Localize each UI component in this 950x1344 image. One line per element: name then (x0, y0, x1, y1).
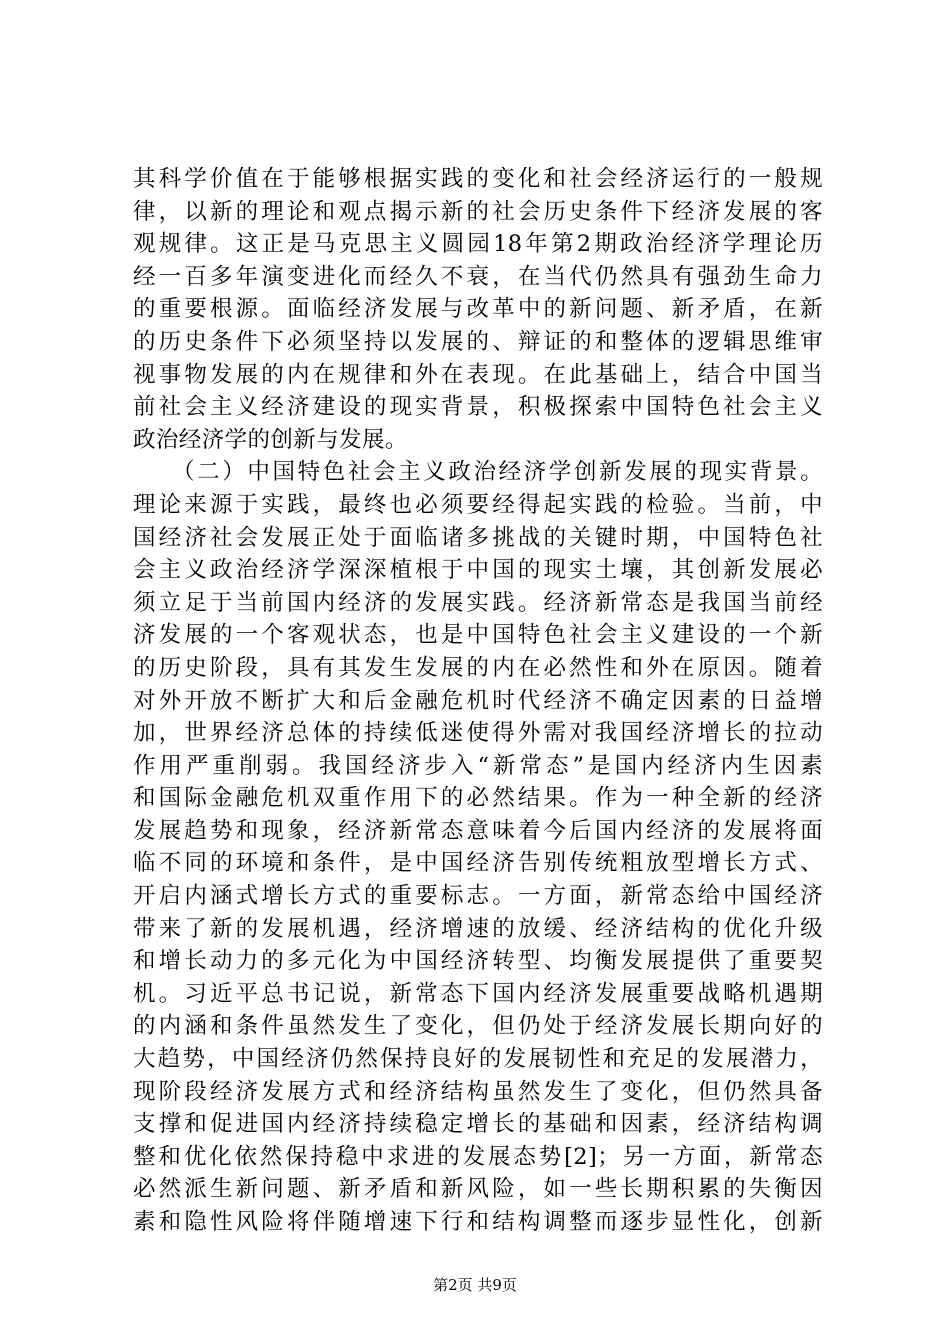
text-line: 对外开放不断扩大和后金融危机时代经济不确定因素的日益增 (133, 687, 823, 714)
text-line: 理论来源于实践，最终也必须要经得起实践的检验。当前，中 (133, 491, 823, 518)
text-line: 律，以新的理论和观点揭示新的社会历史条件下经济发展的客 (133, 198, 823, 225)
paragraph-2 (133, 456, 823, 1238)
text-line: 济发展的一个客观状态，也是中国特色社会主义建设的一个新 (133, 622, 823, 649)
text-line: 的重要根源。面临经济发展与改革中的新问题、新矛盾，在新 (133, 296, 823, 323)
text-line: 的内涵和条件虽然发生了变化，但仍处于经济发展长期向好的 (133, 1013, 823, 1040)
text-line: 观规律。这正是马克思主义圆园18年第2期政治经济学理论历 (133, 231, 823, 258)
text-line: （二）中国特色社会主义政治经济学创新发展的现实背景。 (133, 459, 823, 486)
text-line: 政治经济学的创新与发展。 (133, 426, 408, 453)
text-line: 的历史阶段，具有其发生发展的内在必然性和外在原因。随着 (133, 654, 823, 681)
text-line: 前社会主义经济建设的现实背景，积极探索中国特色社会主义 (133, 394, 823, 421)
text-line: 加，世界经济总体的持续低迷使得外需对我国经济增长的拉动 (133, 720, 823, 747)
text-line: 视事物发展的内在规律和外在表现。在此基础上，结合中国当 (133, 361, 823, 388)
text-line: 支撑和促进国内经济持续稳定增长的基础和因素，经济结构调 (133, 1111, 823, 1138)
text-line: 带来了新的发展机遇，经济增速的放缓、经济结构的优化升级 (133, 915, 823, 942)
text-line: 经一百多年演变进化而经久不衰，在当代仍然具有强劲生命力 (133, 263, 823, 290)
text-line: 大趋势，中国经济仍然保持良好的发展韧性和充足的发展潜力， (133, 1046, 823, 1073)
text-line: 开启内涵式增长方式的重要标志。一方面，新常态给中国经济 (133, 883, 823, 910)
text-line: 和国际金融危机双重作用下的必然结果。作为一种全新的经济 (133, 785, 823, 812)
document-body (133, 163, 823, 1239)
text-line: 须立足于当前国内经济的发展实践。经济新常态是我国当前经 (133, 589, 823, 616)
text-line: 其科学价值在于能够根据实践的变化和社会经济运行的一般规 (133, 166, 823, 192)
page-footer (0, 1275, 950, 1295)
text-line: 素和隐性风险将伴随增速下行和结构调整而逐步显性化，创新 (133, 1209, 823, 1235)
text-line: 和增长动力的多元化为中国经济转型、均衡发展提供了重要契 (133, 948, 823, 975)
page-number-label: 第2页 共9页 (433, 1276, 517, 1294)
text-line: 作用严重削弱。我国经济步入“新常态”是国内经济内生因素 (133, 752, 823, 779)
text-line: 国经济社会发展正处于面临诸多挑战的关键时期，中国特色社 (133, 524, 823, 551)
text-line: 会主义政治经济学深深植根于中国的现实土壤，其创新发展必 (133, 557, 823, 584)
text-line: 临不同的环境和条件，是中国经济告别传统粗放型增长方式、 (133, 850, 823, 877)
text-line: 必然派生新问题、新矛盾和新风险，如一些长期积累的失衡因 (133, 1176, 823, 1203)
paragraph-1 (133, 163, 823, 456)
text-line: 现阶段经济发展方式和经济结构虽然发生了变化，但仍然具备 (133, 1078, 823, 1105)
text-line: 的历史条件下必须坚持以发展的、辩证的和整体的逻辑思维审 (133, 328, 823, 355)
text-line: 整和优化依然保持稳中求进的发展态势[2]；另一方面，新常态 (133, 1143, 823, 1170)
text-line: 发展趋势和现象，经济新常态意味着今后国内经济的发展将面 (133, 817, 823, 844)
text-line: 机。习近平总书记说，新常态下国内经济发展重要战略机遇期 (133, 980, 823, 1007)
